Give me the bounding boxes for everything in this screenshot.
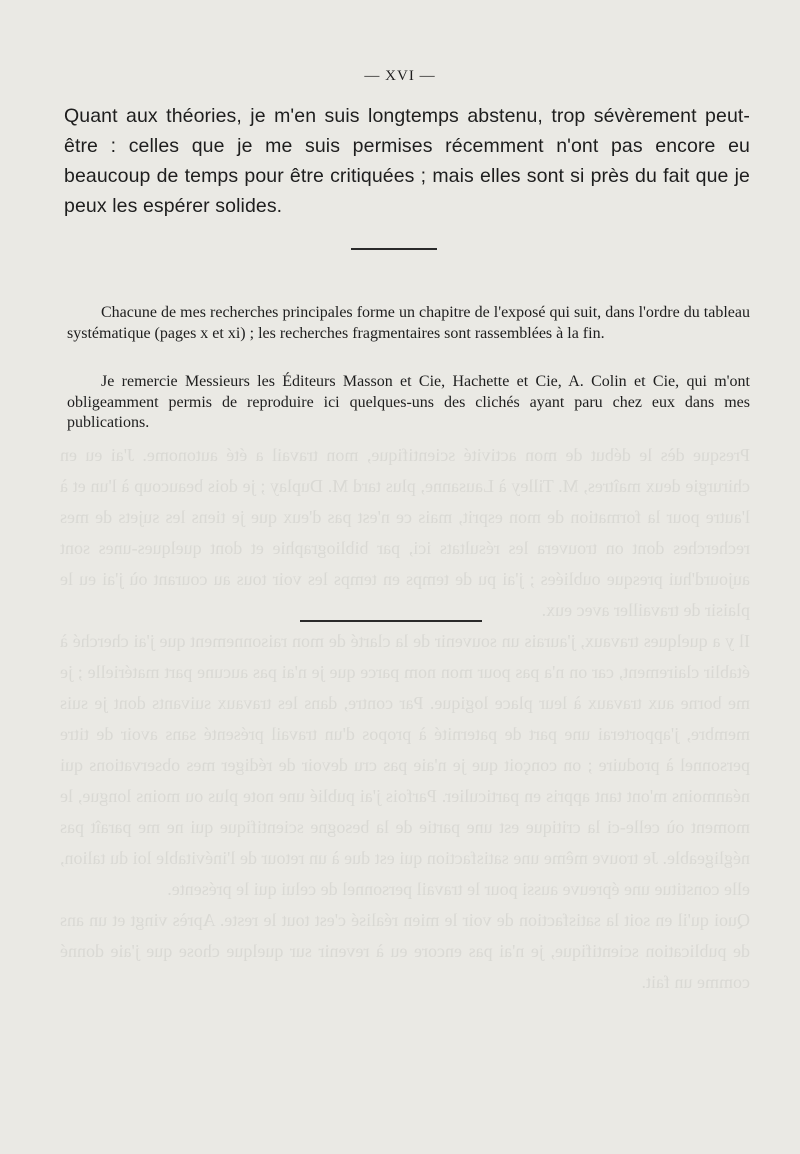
note-paragraph-chapters: Chacune de mes recherches principales forme un chapitre de l'exposé qui suit, dans l'ordre du tableau systématique (pages x et xi) ; les recherches fragmentaires sont rassemblées à la fin.: [67, 304, 750, 342]
section-divider-short: [351, 248, 437, 250]
show-through-text: Presque dès le début de mon activité scientifique, mon travail a été autonome. J'ai eu en chirurgie deux maîtres, M. Tilley à Lausanne, plus tard M. Duplay ; je dois beaucoup à l'un et à l'autre pour la formation de mon esprit, mais ce n'est pas d'eux que je tiens les sujets de mes recherches dont on trouvera les résultats ici, par bibliographie et dont quelques-unes sont aujourd'hui presque oubliées ; j'ai pu de temps en temps les voir tous au courant où j'ai eu le plaisir de travailler avec eux. Il y a quelques travaux, j'aurais un souvenir de la clarté de mon raisonnement que j'ai cherché à établir clairement, car on n'a pas pour mon nom parce que je n'ai pas aucune part matérielle ; je me borne aux travaux à leur place logique. Par contre, dans les travaux suivants dont je suis membre, j'apporterai une part de paternité à propos d'un travail présenté sans avoir de titre personnel à produire ; on conçoit que je n'aie pas cru devoir de rédiger mes observations qui néanmoins m'ont tant appris en particulier. Parfois j'ai publié une note plus ou moins longue, le moment où celle-ci la critique est une partie de la besogne scientifique qui ne me paraît pas négligeable. Je trouve même une satisfaction qui est due à un retour de l'inévitable loi du talion, elle constitue une épreuve aussi pour le travail personnel de celui qui le présente. Quoi qu'il en soit la satisfaction de voir le mien réalisé c'est tout le reste. Après vingt et un ans de publication scientifique, je n'ai pas encore eu à revenir sur quelque chose que j'aie donné comme un fait.: [60, 445, 750, 992]
section-divider-long: [300, 620, 482, 622]
intro-paragraph: Quant aux théories, je m'en suis longtemps abstenu, trop sévèrement peut-être : celles que je me suis permises récemment n'ont pas encore eu beaucoup de temps pour être critiquées ; mais elles sont si près du fait que je peux les espérer solides.: [64, 105, 750, 217]
note-paragraph-acknowledgements: Je remercie Messieurs les Éditeurs Masson et Cie, Hachette et Cie, A. Colin et Cie, qui m'ont obligeamment permis de reproduire ici quelques-uns des clichés ayant paru chez eux dans mes publications.: [67, 373, 750, 431]
page-number: — XVI —: [364, 68, 436, 84]
